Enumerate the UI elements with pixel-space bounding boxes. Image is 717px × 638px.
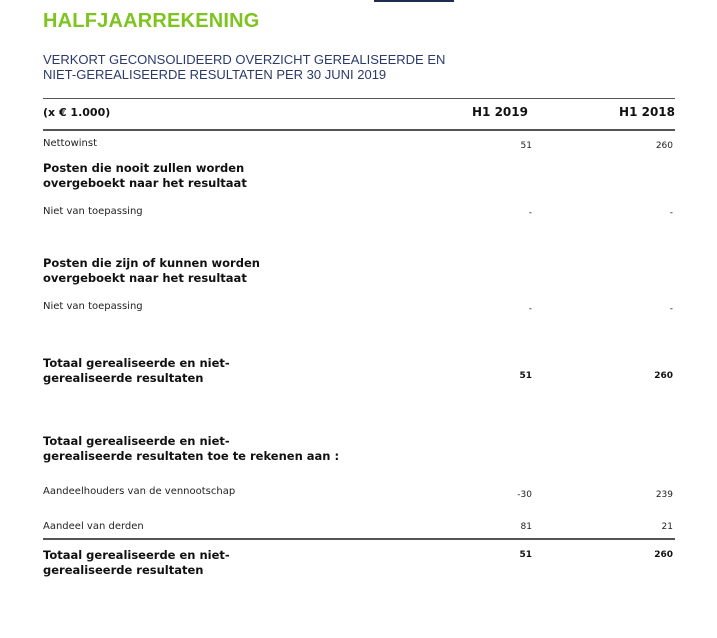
total-label-line: Totaal gerealiseerde en niet- [43, 356, 230, 370]
value-derden-2018: 21 [661, 522, 673, 532]
value-not-applicable-1-2019: - [528, 208, 532, 218]
column-header-h1-2019: H1 2019 [472, 105, 528, 119]
row-label-aandeelhouders: Aandeelhouders van de vennootschap [43, 486, 236, 497]
header-bottom-rule [43, 129, 675, 131]
value-totaal-2-2018: 260 [654, 550, 673, 560]
value-aandeelhouders-2018: 239 [655, 490, 673, 500]
total-label-line: gerealiseerde resultaten [43, 563, 204, 577]
value-totaal-1-2018: 260 [654, 371, 673, 381]
page-subtitle [43, 52, 445, 82]
page-title: HALFJAARREKENING [43, 10, 260, 32]
row-label-not-applicable-1: Niet van toepassing [43, 206, 143, 217]
subtitle-line-1: VERKORT GECONSOLIDEERD OVERZICHT GEREALISEERDE EN [43, 52, 446, 67]
row-label-nettowinst: Nettowinst [43, 138, 98, 149]
section-heading-never-reclassified [43, 161, 247, 191]
subtitle-line-2: NIET-GEREALISEERDE RESULTATEN PER 30 JUNI 2019 [43, 67, 387, 82]
section-heading-line: overgeboekt naar het resultaat [43, 271, 247, 285]
table-top-rule [43, 98, 675, 99]
value-aandeelhouders-2019: -30 [517, 490, 532, 500]
row-label-derden: Aandeel van derden [43, 521, 144, 532]
value-not-applicable-1-2018: - [669, 208, 673, 218]
unit-label: (x € 1.000) [43, 106, 111, 119]
column-header-h1-2018: H1 2018 [619, 105, 675, 119]
row-label-totaal-2 [43, 548, 230, 578]
row-label-not-applicable-2: Niet van toepassing [43, 301, 143, 312]
total-label-line: gerealiseerde resultaten [43, 371, 204, 385]
total-label-line: Totaal gerealiseerde en niet- [43, 548, 230, 562]
attribution-label-line: Totaal gerealiseerde en niet- [43, 434, 230, 448]
value-not-applicable-2-2019: - [528, 304, 532, 314]
section-heading-line: Posten die zijn of kunnen worden [43, 256, 260, 270]
value-derden-2019: 81 [520, 522, 532, 532]
value-totaal-2-2019: 51 [519, 550, 532, 560]
value-nettowinst-2018: 260 [655, 141, 673, 151]
row-label-totaal-1 [43, 356, 230, 386]
attribution-label-line: gerealiseerde resultaten toe te rekenen aan : [43, 449, 340, 463]
section-heading-line: Posten die nooit zullen worden [43, 161, 245, 175]
top-accent-bar [374, 0, 454, 2]
value-not-applicable-2-2018: - [669, 304, 673, 314]
section-heading-line: overgeboekt naar het resultaat [43, 176, 247, 190]
total-top-rule [43, 538, 675, 540]
row-label-toe-te-rekenen [43, 434, 339, 464]
section-heading-may-be-reclassified [43, 256, 260, 286]
value-totaal-1-2019: 51 [519, 371, 532, 381]
value-nettowinst-2019: 51 [520, 141, 532, 151]
